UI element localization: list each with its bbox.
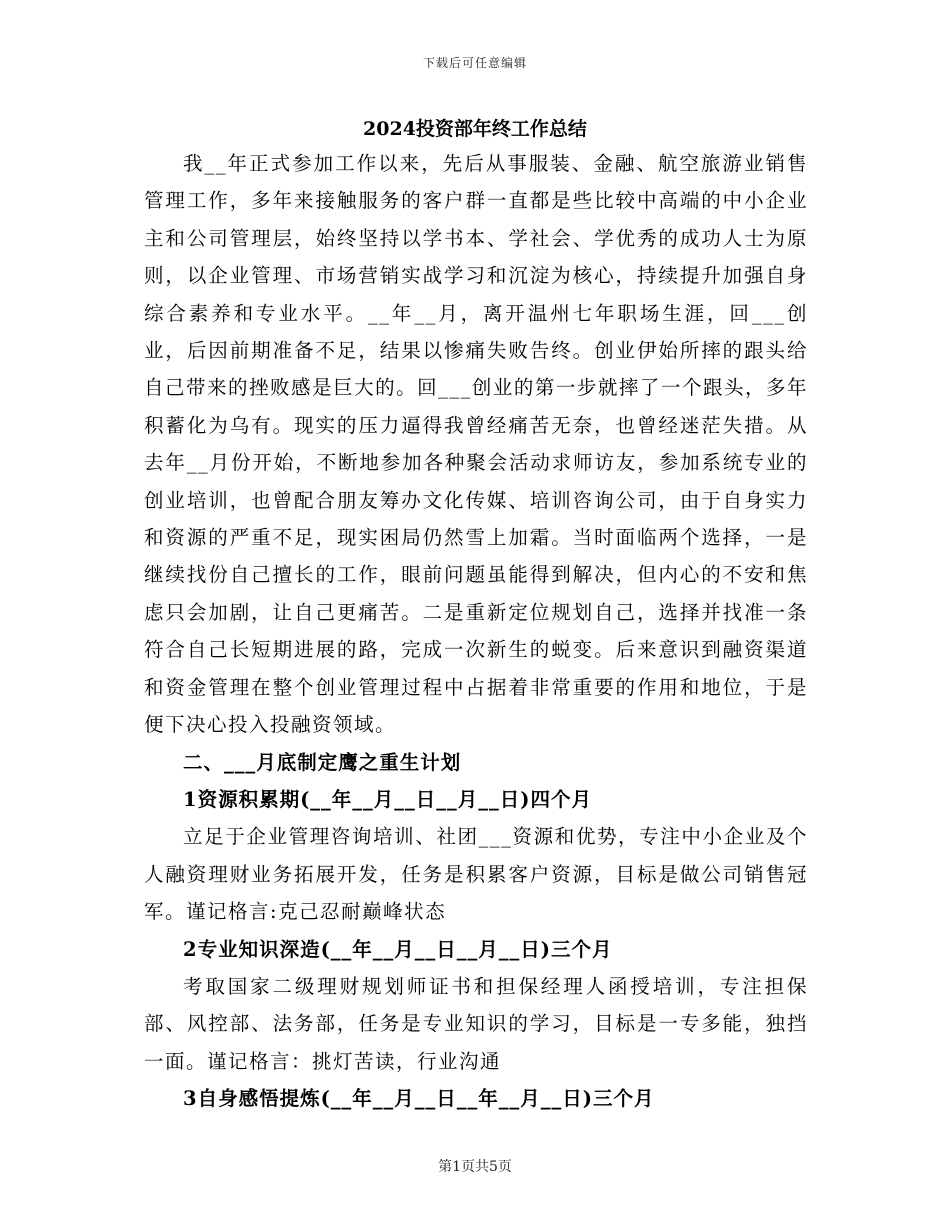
document-body	[144, 145, 808, 1118]
section-heading-plan: 二、___月底制定鹰之重生计划	[183, 750, 462, 774]
stage-1-paragraph: 立足于企业管理咨询培训、社团___资源和优势，专注中小企业及个人融资理财业务拓展开发，任务是积累客户资源，目标是做公司销售冠军。谨记格言:克己忍耐巅峰状态	[144, 825, 808, 924]
stage-1-heading: 1资源积累期(__年__月__日__月__日)四个月	[183, 787, 593, 811]
page-header: 下载后可任意编辑	[422, 56, 527, 70]
paragraph-intro: 我__年正式参加工作以来，先后从事服装、金融、航空旅游业销售管理工作，多年来接触服务的客户群一直都是些比较中高端的中小企业主和公司管理层，始终坚持以学书本、学社会、学优秀的成功人士为原则，以企业管理、市场营销实战学习和沉淀为核心，持续提升加强自身综合素养和专业水平。__年__月，离开温州七年职场生涯，回___创业，后因前期准备不足，结果以惨痛失败告终。创业伊始所摔的跟头给自己带来的挫败感是巨大的。回___创业的第一步就摔了一个跟头，多年积蓄化为乌有。现实的压力逼得我曾经痛苦无奈，也曾经迷茫失措。从去年__月份开始，不断地参加各种聚会活动求师访友，参加系统专业的创业培训，也曾配合朋友筹办文化传媒、培训咨询公司，由于自身实力和资源的严重不足，现实困局仍然雪上加霜。当时面临两个选择，一是继续找份自己擅长的工作，眼前问题虽能得到解决，但内心的不安和焦虑只会加剧，让自己更痛苦。二是重新定位规划自己，选择并找准一条符合自己长短期进展的路，完成一次新生的蜕变。后来意识到融资渠道和资金管理在整个创业管理过程中占据着非常重要的作用和地位，于是便下决心投入投融资领域。	[144, 152, 808, 737]
document-title: 2024投资部年终工作总结	[363, 118, 587, 140]
page-footer: 第1页共5页	[438, 1159, 512, 1175]
stage-2-heading: 2专业知识深造(__年__月__日__月__日)三个月	[183, 937, 613, 961]
stage-2-paragraph: 考取国家二级理财规划师证书和担保经理人函授培训，专注担保部、风控部、法务部，任务是专业知识的学习，目标是一专多能，独挡一面。谨记格言：挑灯苦读，行业沟通	[144, 974, 808, 1073]
stage-3-heading: 3自身感悟提炼(__年__月__日__年__月__日)三个月	[183, 1087, 655, 1111]
